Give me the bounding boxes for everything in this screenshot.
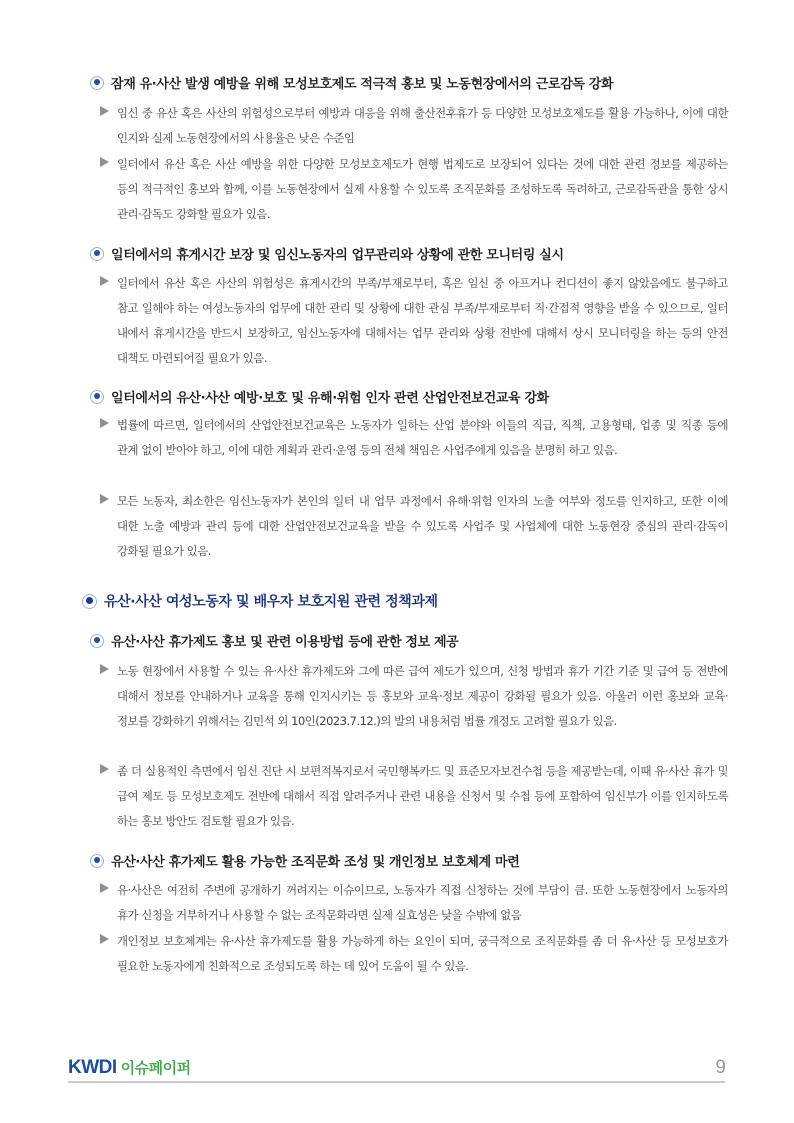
paragraph (100, 413, 728, 463)
section-heading (90, 631, 458, 650)
paragraph (100, 152, 728, 227)
paragraph-text: 개인정보 보호체계는 유·사산 휴가제도를 활용 가능하게 하는 요인이 되며, 궁극적으로 조직문화를 좀 더 유·사산 등 모성보호가 필요한 노동자에게 친화적으로 조성되도록 하는 데 있어 도움이 될 수 있음. (117, 934, 728, 973)
paragraph (100, 929, 728, 979)
circle-dot-icon (90, 634, 104, 648)
paragraph (100, 659, 728, 734)
paragraph (100, 101, 728, 151)
paragraph (100, 489, 728, 564)
paragraph-text: 일터에서 유산 혹은 사산 예방을 위한 다양한 모성보호제도가 현행 법제도로 보장되어 있다는 것에 대한 관련 정보를 제공하는 등의 적극적인 홍보와 함께, 이를 노동현장에서 실제 사용할 수 있도록 조직문화를 조성하도록 독려하고, 근로감독관을 통한 상시 관리·감독도 강화할 필요가 있음. (117, 157, 728, 221)
triangle-right-icon (100, 934, 109, 944)
section-title: 일터에서의 휴게시간 보장 및 임신노동자의 업무관리와 상황에 관한 모니터링 실시 (111, 248, 564, 263)
triangle-right-icon (100, 276, 109, 286)
main-title: 유산·사산 여성노동자 및 배우자 보호지원 관련 정책과제 (104, 594, 438, 610)
triangle-right-icon (100, 664, 109, 674)
paragraph-text: 임신 중 유산 혹은 사산의 위험성으로부터 예방과 대응을 위해 출산전후휴가 등 다양한 모성보호제도를 활용 가능하나, 이에 대한 인지와 실제 노동현장에서의 사용율은 낮은 수준임 (117, 106, 728, 145)
main-heading (82, 591, 438, 611)
section-heading (90, 851, 519, 870)
triangle-right-icon (100, 764, 109, 774)
triangle-right-icon (100, 157, 109, 167)
footer-divider (68, 1081, 725, 1083)
circle-dot-icon (90, 854, 104, 868)
section-title: 잠재 유·사산 발생 예방을 위해 모성보호제도 적극적 홍보 및 노동현장에서의 근로감독 강화 (111, 77, 614, 92)
circle-dot-icon (90, 76, 104, 90)
paragraph-text: 좀 더 실용적인 측면에서 임신 진단 시 보편적복지로서 국민행복카드 및 표준모자보건수첩 등을 제공받는데, 이때 유·사산 휴가 및 급여 제도 등 모성보호제도 전반에 대해서 직접 알려주거나 관련 내용을 신청서 및 수첩 등에 포함하여 임신부가 이를 인지하도록 하는 홍보 방안도 검토할 필요가 있음. (117, 764, 728, 828)
triangle-right-icon (100, 106, 109, 116)
section-title: 일터에서의 유산·사산 예방·보호 및 유해·위험 인자 관련 산업안전보건교육 강화 (111, 391, 549, 406)
triangle-right-icon (100, 883, 109, 893)
triangle-right-icon (100, 494, 109, 504)
paragraph-text: 법률에 따르면, 일터에서의 산업안전보건교육은 노동자가 일하는 산업 분야와 이들의 직급, 직책, 고용형태, 업종 및 직종 등에 관계 없이 받아야 하고, 이에 대한 계획과 관리·운영 등의 전체 책임은 사업주에게 있음을 분명히 하고 있음. (117, 418, 728, 457)
paragraph-text: 일터에서 유산 혹은 사산의 위험성은 휴게시간의 부족/부재로부터, 혹은 임신 중 아프거나 컨디션이 좋지 않았음에도 불구하고 참고 일해야 하는 여성노동자의 업무에 대한 관리 및 상황에 대한 관심 부족/부재로부터 직·간접적 영향을 받을 수 있으므로, 일터 내에서 휴게시간을 반드시 보장하고, 임신노동자에 대해서는 업무 관리와 상황 전반에 대해서 상시 모니터링을 하는 등의 안전 대책도 마련되어질 필요가 있음. (117, 276, 728, 365)
paragraph (100, 271, 728, 371)
paragraph-text: 모든 노동자, 최소한은 임신노동자가 본인의 일터 내 업무 과정에서 유해·위험 인자의 노출 여부와 정도를 인지하고, 또한 이에 대한 노출 예방과 관리 등에 대한 산업안전보건교육을 받을 수 있도록 사업주 및 사업체에 대한 노동현장 중심의 관리·감독이 강화될 필요가 있음. (117, 494, 728, 558)
circle-dot-icon (82, 594, 97, 609)
circle-dot-icon (90, 390, 104, 404)
section-title: 유산·사산 휴가제도 홍보 및 관련 이용방법 등에 관한 정보 제공 (111, 635, 459, 650)
paragraph-text: 노동 현장에서 사용할 수 있는 유·사산 휴가제도와 그에 따른 급여 제도가 있으며, 신청 방법과 휴가 기간 기준 및 급여 등 전반에 대해서 정보를 안내하거나 교육을 통해 인지시키는 등 홍보와 교육·정보 제공이 강화될 필요가 있음. 아울러 이런 홍보와 교육·정보를 강화하기 위해서는 김민석 외 10인(2023.7.12.)의 발의 내용처럼 법률 개정도 고려할 필요가 있음. (117, 664, 728, 728)
page-number: 9 (715, 1057, 726, 1078)
section-heading (90, 244, 564, 263)
triangle-right-icon (100, 418, 109, 428)
circle-dot-icon (90, 247, 104, 261)
series-name: 이슈페이퍼 (120, 1059, 191, 1077)
section-heading (90, 387, 549, 406)
section-title: 유산·사산 휴가제도 활용 가능한 조직문화 조성 및 개인정보 보호체계 마련 (111, 855, 520, 870)
paragraph (100, 759, 728, 834)
brand-name: KWDI (68, 1057, 117, 1078)
paragraph (100, 878, 728, 928)
section-heading (90, 73, 613, 92)
footer-logo (68, 1057, 191, 1079)
paragraph-text: 유·사산은 여전히 주변에 공개하기 꺼려지는 이슈이므로, 노동자가 직접 신청하는 것에 부담이 큼. 또한 노동현장에서 노동자의 휴가 신청을 거부하거나 사용할 수 없는 조직문화라면 실제 실효성은 낮을 수밖에 없음 (117, 883, 728, 922)
